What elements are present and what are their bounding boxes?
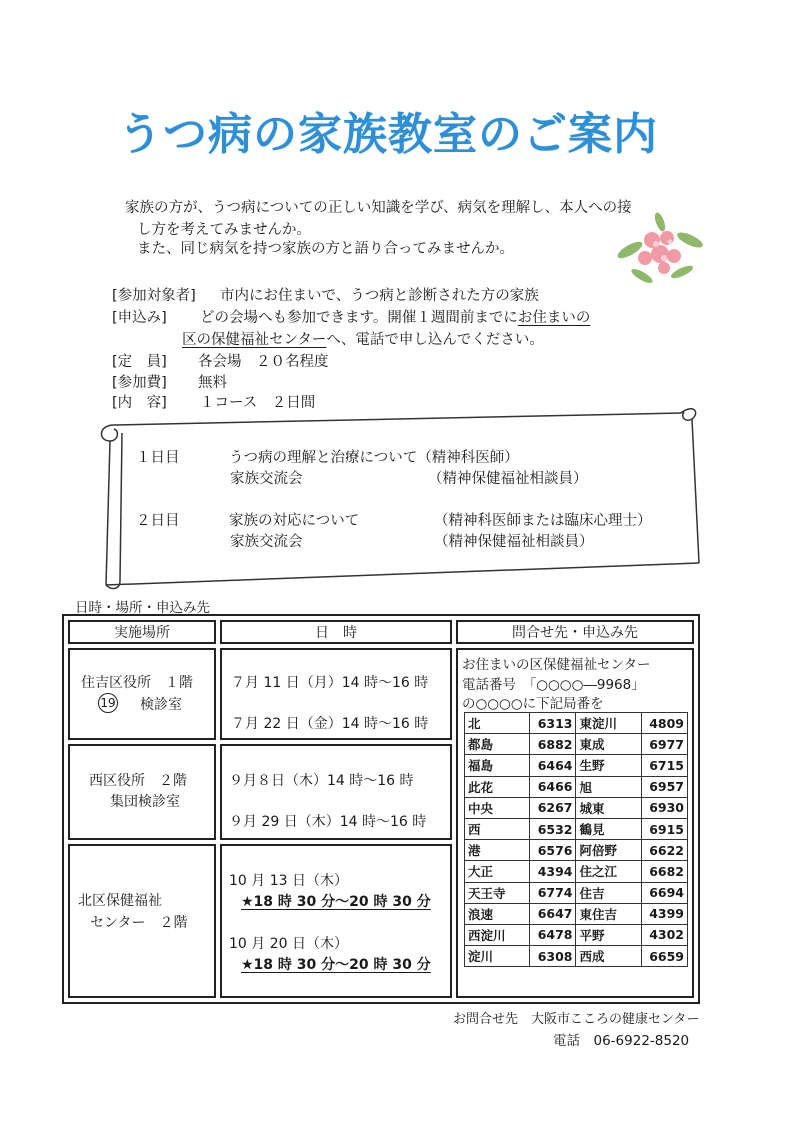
- table-row: 都島 6882 東成 6977: [465, 734, 688, 755]
- venue1-room-number: 19: [98, 693, 118, 713]
- scroll-frame: [96, 395, 706, 595]
- venue3-date1: 10 月 13 日（木）: [229, 873, 348, 889]
- day2-sub-staff: （精神保健福祉相談員）: [434, 534, 594, 550]
- intro-line-3: また、同じ病気を持つ家族の方と語り合ってみませんか。: [137, 241, 514, 257]
- intro-line-2: し方を考えてみませんか。: [137, 222, 311, 238]
- venue3-date2: 10 月 20 日（木）: [229, 936, 348, 952]
- table-row: 北 6313 東淀川 4809: [465, 713, 688, 734]
- fee-value: 無料: [198, 375, 227, 391]
- venue1-name: 住吉区役所 １階: [81, 675, 193, 691]
- capacity-value: 各会場 ２０名程度: [198, 354, 329, 370]
- day2-topic: 家族の対応について: [229, 513, 360, 529]
- day2-topic-staff: （精神科医師または臨床心理士）: [434, 513, 652, 529]
- venue2-room: 集団検診室: [110, 794, 180, 810]
- info-apply-2: [182, 328, 544, 349]
- info-target: [112, 284, 539, 305]
- venue3-name: 北区保健福祉: [78, 893, 162, 909]
- table-row: 此花 6466 旭 6957: [465, 776, 688, 797]
- day1-sub: 家族交流会: [230, 471, 303, 487]
- apply-value-1b: お住まいの: [517, 310, 591, 326]
- venue3-time1: ★18 時 30 分～20 時 30 分: [241, 894, 431, 910]
- apply-value-1a: どの会場へも参加できます。開催１週間前までに: [200, 310, 518, 326]
- footer-phone: 電話 06-6922-8520: [553, 1033, 690, 1049]
- table-row: 中央 6267 城東 6930: [465, 797, 688, 818]
- info-fee: [112, 371, 227, 392]
- intro-line-1: 家族の方が、うつ病についての正しい知識を学び、病気を理解し、本人への接: [125, 200, 632, 216]
- venue1-date2: ７月 22 日（金）14 時～16 時: [231, 716, 429, 732]
- day1-sub-staff: （精神保健福祉相談員）: [428, 471, 588, 487]
- venue3-room: センター ２階: [90, 915, 188, 931]
- flower-illustration: [612, 210, 707, 290]
- apply-label: [申込み]: [112, 310, 167, 326]
- footer-contact: お問合せ先 大阪市こころの健康センター: [453, 1012, 700, 1027]
- content-value: １コース ２日間: [200, 395, 316, 411]
- venue2-date2: ９月 29 日（木）14 時～16 時: [229, 814, 427, 830]
- table-row: 福島 6464 生野 6715: [465, 755, 688, 776]
- capacity-label: [定 員]: [112, 354, 167, 370]
- day2-label: ２日目: [136, 513, 180, 529]
- contact-line-2: 電話番号 「○○○○―9968」: [462, 677, 645, 693]
- ward-code-table: [464, 712, 688, 967]
- table-row: 大正 4394 住之江 6682: [465, 861, 688, 882]
- contact-line-3: の○○○○に下記局番を: [462, 696, 604, 712]
- day1-topic: うつ病の理解と治療について（精神科医師）: [229, 450, 519, 466]
- venue2-name: 西区役所 ２階: [89, 773, 187, 789]
- contact-line-1: お住まいの区保健福祉センター: [462, 657, 651, 673]
- table-row: 港 6576 阿倍野 6622: [465, 840, 688, 861]
- day2-sub: 家族交流会: [230, 534, 303, 550]
- venue2-date1: ９月８日（木）14 時～16 時: [229, 773, 414, 789]
- table-row: 浪速 6647 東住吉 4399: [465, 903, 688, 924]
- schedule-label: 日時・場所・申込み先: [75, 600, 210, 616]
- table-row: 西淀川 6478 平野 4302: [465, 924, 688, 945]
- target-value: 市内にお住まいで、うつ病と診断された方の家族: [220, 288, 539, 304]
- header-place: 実施場所: [68, 620, 216, 644]
- target-label: [参加対象者]: [112, 288, 196, 304]
- table-row: 淀川 6308 西成 6659: [465, 946, 688, 967]
- venue1-room: 検診室: [140, 697, 182, 713]
- header-date: 日 時: [220, 620, 452, 644]
- apply-value-2b: へ、電話で申し込んでください。: [326, 332, 544, 348]
- header-contact: 問合せ先・申込み先: [456, 620, 694, 644]
- content-label: [内 容]: [112, 395, 167, 411]
- day1-label: １日目: [136, 450, 180, 466]
- info-apply: [112, 306, 590, 327]
- venue3-time2: ★18 時 30 分～20 時 30 分: [241, 957, 431, 973]
- venue3-date-cell: [220, 844, 452, 998]
- table-row: 天王寺 6774 住吉 6694: [465, 882, 688, 903]
- venue1-date1: ７月 11 日（月）14 時～16 時: [231, 675, 429, 691]
- fee-label: [参加費]: [112, 375, 167, 391]
- info-capacity: [112, 350, 329, 371]
- table-row: 西 6532 鶴見 6915: [465, 818, 688, 839]
- apply-value-2a: 区の保健福祉センター: [182, 332, 327, 348]
- page-title: うつ病の家族教室のご案内: [118, 109, 658, 160]
